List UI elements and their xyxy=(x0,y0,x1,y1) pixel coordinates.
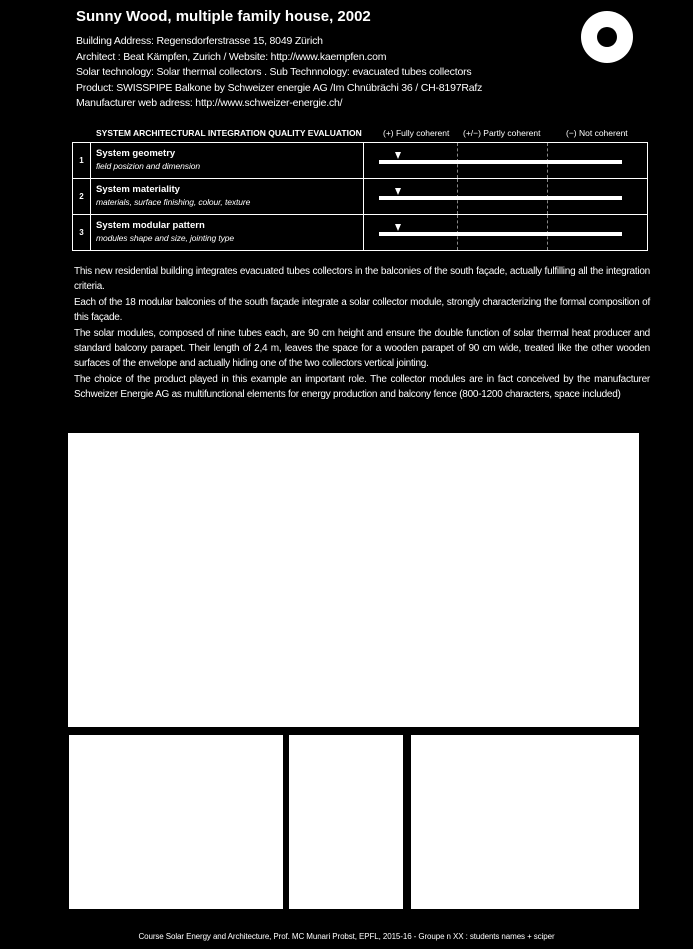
rating-scale xyxy=(363,179,648,214)
technology-line: Solar technology: Solar thermal collectors . Sub Technnology: evacuated tubes collectors xyxy=(76,66,472,79)
rating-scale xyxy=(363,215,648,250)
image-placeholder-middle xyxy=(289,735,403,909)
rating-marker-icon xyxy=(395,152,401,159)
criterion-description: materials, surface finishing, colour, texture xyxy=(96,197,251,207)
evaluation-header xyxy=(72,127,646,141)
image-placeholder-right xyxy=(411,735,639,909)
criterion-description: field posizion and dimension xyxy=(96,161,200,171)
row-number: 2 xyxy=(73,179,91,214)
paragraph: Each of the 18 modular balconies of the south façade integrate a solar collector module, strongly characterizing the formal composition of this façade. xyxy=(74,296,650,324)
paragraph: The solar modules, composed of nine tubes each, are 90 cm height and ensure the double function of solar thermal heat producer and standard balcony parapet. Their length of 2,4 m, leaves the space for a wooden parapet of 90 cm wide, treated like the other wooden surfaces of the envelope and actually hiding one of the two collectors vertical jointing. xyxy=(74,327,650,370)
description-text xyxy=(74,264,650,403)
rating-bar xyxy=(379,232,622,236)
rating-bar xyxy=(379,160,622,164)
rating-bar xyxy=(379,196,622,200)
rating-scale xyxy=(363,143,648,178)
evaluation-row xyxy=(73,214,647,250)
row-number: 1 xyxy=(73,143,91,178)
rating-marker-icon xyxy=(395,224,401,231)
building-info xyxy=(76,34,482,112)
criterion-description: modules shape and size, jointing type xyxy=(96,233,235,243)
ring-logo-icon xyxy=(581,11,633,63)
paragraph: The choice of the product played in this example an important role. The collector modules are in fact conceived by the manufacturer Schweizer Energie AG as multifunctional elements for energy production and balcony fence (800-1200 characters, space included) xyxy=(74,373,650,401)
evaluation-row xyxy=(73,178,647,214)
evaluation-title: SYSTEM ARCHITECTURAL INTEGRATION QUALITY EVALUATION xyxy=(96,128,362,138)
footer-credits: Course Solar Energy and Architecture, Prof. MC Munari Probst, EPFL, 2015-16 - Groupe n XX : students names + sciper xyxy=(138,932,555,941)
legend-partly-coherent: (+/−) Partly coherent xyxy=(463,128,541,138)
paragraph: This new residential building integrates evacuated tubes collectors in the balconies of the south façade, actually fulfilling all the integration criteria. xyxy=(74,266,650,293)
architect-line: Architect : Beat Kämpfen, Zurich / Website: http://www.kaempfen.com xyxy=(76,50,387,63)
legend-not-coherent: (−) Not coherent xyxy=(566,128,628,138)
evaluation-table xyxy=(72,142,648,251)
evaluation-row xyxy=(73,143,647,178)
product-line: Product: SWISSPIPE Balkone by Schweizer energie AG /Im Chnübrächi 36 / CH-8197Rafz xyxy=(76,81,483,94)
criterion-name: System geometry xyxy=(96,148,176,159)
criterion-name: System modular pattern xyxy=(96,220,205,231)
criterion-name: System materiality xyxy=(96,184,180,195)
manufacturer-line: Manufacturer web adress: http://www.schweizer-energie.ch/ xyxy=(76,97,343,110)
row-number: 3 xyxy=(73,215,91,250)
legend-fully-coherent: (+) Fully coherent xyxy=(383,128,450,138)
image-placeholder-left xyxy=(69,735,283,909)
page-title: Sunny Wood, multiple family house, 2002 xyxy=(76,8,371,25)
main-image-placeholder xyxy=(68,433,639,727)
rating-marker-icon xyxy=(395,188,401,195)
building-address: Building Address: Regensdorferstrasse 15, 8049 Zürich xyxy=(76,35,323,47)
